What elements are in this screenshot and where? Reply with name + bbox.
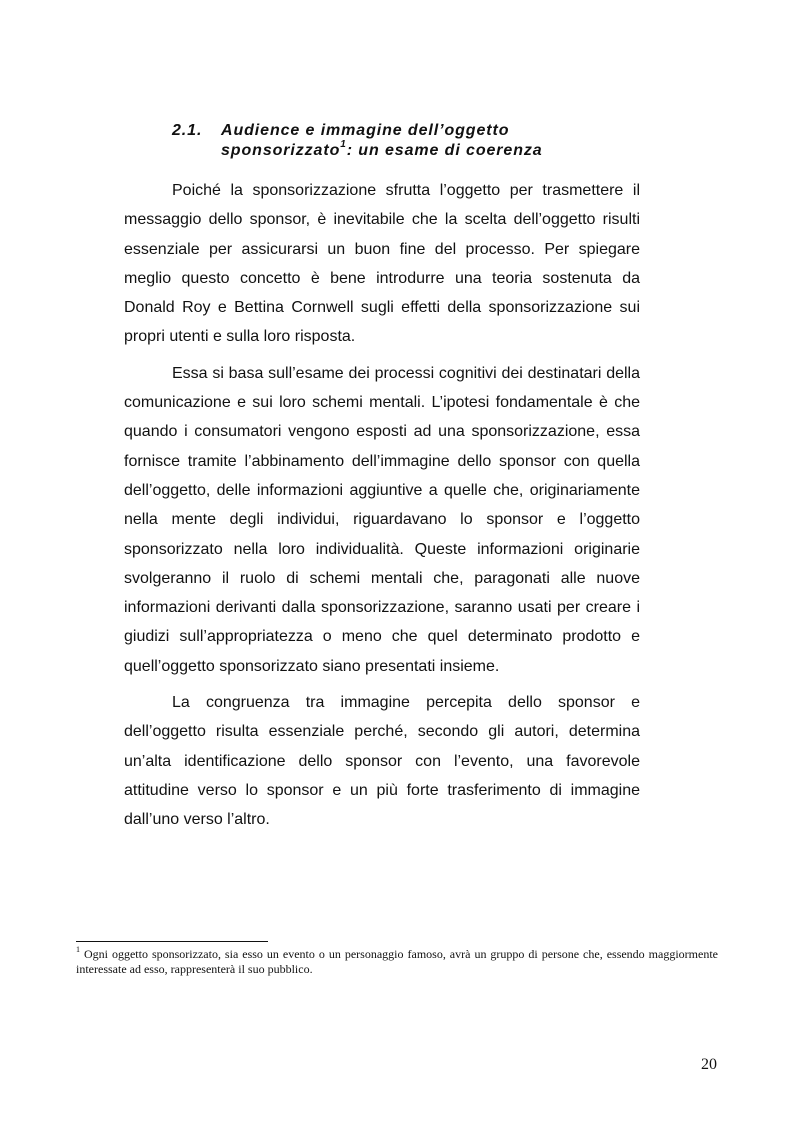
section-title-subtitle: : un esame di coerenza <box>346 142 543 159</box>
footnote-reference[interactable]: 1 <box>340 138 347 150</box>
section-number: 2.1. <box>172 122 203 139</box>
paragraph-1: Poiché la sponsorizzazione sfrutta l’oggetto per trasmettere il messaggio dello sponsor, è inevitabile che la scelta dell’oggetto risulti essenziale per assicurarsi un buon fine del processo. Per spiegare meglio questo concetto è bene introdurre una teoria sostenuta da Donald Roy e Bettina Cornwell sugli effetti della sponsorizzazione sui propri utenti e sulla loro risposta. <box>124 182 640 346</box>
page-number: 20 <box>701 1056 717 1073</box>
footnote-text: Ogni oggetto sponsorizzato, sia esso un evento o un personaggio famoso, avrà un gruppo di persone che, essendo maggiormente interessate ad esso, rappresenterà il suo pubblico. <box>76 947 718 976</box>
body-text <box>124 176 640 842</box>
footnote <box>76 947 718 977</box>
paragraph-2: Essa si basa sull’esame dei processi cognitivi dei destinatari della comunicazione e sui loro schemi mentali. L’ipotesi fondamentale è che quando i consumatori vengono esposti ad una sponsorizzazione, essa fornisce tramite l’abbinamento dell’immagine dello sponsor con quella dell’oggetto, delle informazioni aggiuntive a quelle che, originariamente nella mente degli individui, riguardavano lo sponsor e l’oggetto sponsorizzato nella loro individualità. Queste informazioni originarie svolgeranno il ruolo di schemi mentali che, paragonati alle nuove informazioni derivanti dalla sponsorizzazione, saranno usati per creare i giudizi sull’appropriatezza o meno che quel determinato prodotto e quell’oggetto sponsorizzato siano presentati insieme. <box>124 364 640 675</box>
footnote-divider <box>76 941 268 942</box>
footnote-marker: 1 <box>76 945 80 954</box>
section-title-line-2 <box>221 138 543 160</box>
paragraph-3: La congruenza tra immagine percepita dello sponsor e dell’oggetto risulta essenziale perché, secondo gli autori, determina un’alta identificazione dello sponsor con l’evento, una favorevole attitudine verso lo sponsor e un più forte trasferimento di immagine dall’uno verso l’altro. <box>124 694 640 829</box>
section-title-line-1: Audience e immagine dell’oggetto <box>221 122 510 139</box>
section-title-word: sponsorizzato <box>221 142 341 159</box>
